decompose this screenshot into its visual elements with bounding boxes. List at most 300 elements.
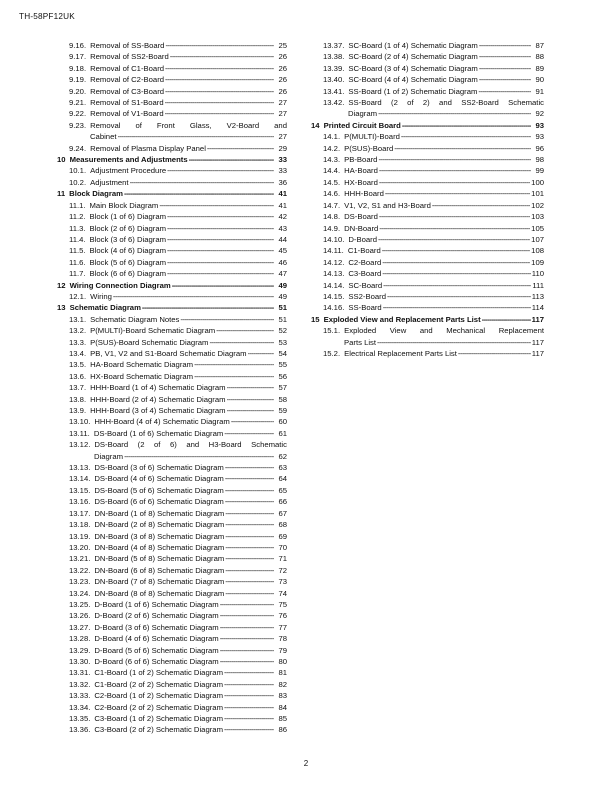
toc-entry-page: 78 — [278, 634, 287, 644]
toc-entry[interactable] — [57, 519, 287, 530]
toc-entry-line — [69, 690, 287, 701]
toc-entry[interactable] — [57, 496, 287, 507]
toc-entry[interactable] — [311, 86, 544, 97]
toc-dot-leader — [130, 177, 274, 188]
toc-dot-leader — [385, 188, 530, 199]
toc-entry-title: Printed Circuit Board — [323, 120, 401, 130]
toc-dot-leader — [401, 131, 531, 142]
toc-entry-first-line — [323, 97, 544, 108]
toc-entry-line — [69, 234, 287, 245]
toc-dot-leader — [231, 416, 274, 427]
toc-entry-title: SC-Board (2 of 4) Schematic Diagram — [348, 52, 478, 62]
toc-dot-leader — [479, 63, 531, 74]
toc-entry-page: 33 — [278, 155, 287, 165]
toc-entry-number: 13.38. — [323, 52, 345, 62]
toc-dot-leader — [167, 223, 274, 234]
toc-entry-page: 117 — [531, 349, 544, 358]
toc-entry-number: 9.17. — [69, 52, 87, 62]
toc-entry[interactable] — [57, 74, 287, 85]
toc-entry-line — [69, 405, 287, 416]
toc-entry-number: 13.32. — [69, 679, 91, 689]
toc-entry-line — [323, 165, 544, 176]
toc-entry-page: 71 — [278, 554, 287, 564]
toc-entry-number: 13.17. — [69, 508, 91, 518]
toc-entry-page: 56 — [278, 371, 287, 381]
toc-dot-leader — [382, 257, 530, 268]
toc-entry-number: 13.18. — [69, 520, 91, 530]
toc-entry[interactable] — [57, 177, 287, 188]
toc-entry-page: 68 — [278, 520, 287, 530]
toc-entry-line — [57, 280, 287, 291]
toc-entry[interactable] — [57, 40, 287, 51]
toc-entry-title: Main Block Diagram — [89, 200, 159, 210]
toc-entry[interactable] — [57, 565, 287, 576]
toc-entry-line — [69, 143, 287, 154]
toc-entry[interactable] — [311, 234, 544, 245]
toc-entry-number: 9.18. — [69, 63, 87, 73]
toc-entry-number: 13.5. — [69, 360, 87, 370]
toc-entry-title: Adjustment — [90, 177, 129, 187]
toc-dot-leader — [225, 519, 274, 530]
toc-entry-number: 13.20. — [69, 542, 91, 552]
toc-entry-number: 15.1. — [323, 326, 341, 336]
toc-dot-leader — [172, 280, 274, 291]
toc-entry[interactable] — [57, 257, 287, 268]
toc-entry-line — [69, 177, 287, 188]
toc-entry-number: 11.7. — [69, 269, 86, 279]
toc-right-column — [311, 40, 544, 359]
toc-entry-title: D-Board (1 of 6) Schematic Diagram — [94, 599, 219, 609]
toc-entry[interactable] — [57, 508, 287, 519]
toc-dot-leader — [124, 451, 274, 462]
toc-entry-line — [69, 553, 287, 564]
toc-entry-page: 27 — [278, 98, 287, 108]
toc-entry[interactable] — [311, 302, 544, 313]
toc-entry-title: SC-Board (4 of 4) Schematic Diagram — [348, 75, 478, 85]
toc-entry-number: 13.41. — [323, 86, 345, 96]
toc-entry-title: HHH-Board — [344, 189, 384, 199]
toc-entry-title: C1-Board — [347, 246, 381, 256]
toc-entry-page: 51 — [278, 303, 287, 313]
toc-entry-second-line — [323, 108, 544, 119]
toc-entry-line — [69, 291, 287, 302]
toc-entry-title: DS-Board — [344, 212, 378, 222]
toc-entry-number: 13.28. — [69, 634, 91, 644]
toc-entry-line — [69, 576, 287, 587]
toc-entry-number: 13.42. — [323, 98, 345, 108]
toc-entry-page: 80 — [278, 656, 287, 666]
toc-entry[interactable] — [57, 588, 287, 599]
toc-dot-leader — [382, 245, 530, 256]
toc-section-heading[interactable] — [57, 302, 287, 313]
toc-entry-page: 26 — [278, 52, 287, 62]
toc-entry-number: 9.24. — [69, 143, 87, 153]
toc-entry-page: 27 — [278, 109, 287, 119]
toc-entry-number: 13.14. — [69, 474, 91, 484]
toc-entry-line — [69, 86, 287, 97]
toc-entry-number: 13.23. — [69, 577, 91, 587]
toc-entry[interactable] — [57, 610, 287, 621]
toc-entry[interactable] — [57, 143, 287, 154]
toc-dot-leader — [194, 359, 274, 370]
toc-entry-page: 44 — [278, 234, 287, 244]
toc-entry-line — [69, 656, 287, 667]
toc-entry[interactable] — [57, 337, 287, 348]
toc-dot-leader — [225, 485, 274, 496]
toc-entry-title: C1-Board (1 of 2) Schematic Diagram — [94, 668, 223, 678]
toc-entry-page: 36 — [278, 177, 287, 187]
toc-dot-leader — [167, 257, 274, 268]
toc-entry[interactable] — [311, 211, 544, 222]
toc-entry-line — [69, 348, 287, 359]
toc-entry[interactable] — [57, 97, 287, 108]
toc-entry-number: 14.4. — [323, 166, 341, 176]
toc-entry-number: 13.30. — [69, 656, 91, 666]
toc-entry-title: SC-Board — [348, 280, 383, 290]
toc-entry-number: 11.3. — [69, 223, 86, 233]
toc-entry[interactable] — [57, 713, 287, 724]
toc-entry-number: 14.5. — [323, 177, 341, 187]
toc-entry-page: 82 — [278, 679, 287, 689]
toc-entry[interactable] — [57, 576, 287, 587]
toc-entry-page: 91 — [535, 86, 544, 96]
toc-dot-leader — [165, 97, 274, 108]
toc-entry-title: Removal of C1-Board — [90, 63, 165, 73]
toc-entry-number: 14.16. — [323, 303, 345, 313]
toc-dot-leader — [227, 405, 274, 416]
toc-dot-leader — [227, 394, 274, 405]
toc-entry[interactable] — [57, 51, 287, 62]
toc-entry-title: DN-Board — [344, 223, 379, 233]
toc-entry[interactable] — [57, 245, 287, 256]
toc-entry-line — [323, 131, 544, 142]
toc-entry-line — [69, 485, 287, 496]
toc-entry-number: 13.37. — [323, 41, 345, 50]
toc-entry-page: 54 — [278, 348, 287, 358]
toc-entry[interactable] — [57, 211, 287, 222]
toc-entry-line — [323, 63, 544, 74]
toc-entry[interactable] — [311, 165, 544, 176]
toc-dot-leader — [394, 143, 531, 154]
toc-entry[interactable] — [311, 131, 544, 142]
toc-dot-leader — [379, 165, 531, 176]
toc-entry[interactable] — [57, 394, 287, 405]
toc-section-heading[interactable] — [57, 188, 287, 199]
toc-entry-line — [69, 462, 287, 473]
toc-entry[interactable] — [311, 291, 544, 302]
toc-entry-line — [69, 337, 287, 348]
toc-dot-leader — [220, 633, 274, 644]
toc-entry[interactable] — [57, 416, 287, 427]
toc-entry-title: Wiring Connection Diagram — [69, 280, 171, 290]
toc-entry-line — [323, 200, 544, 211]
toc-entry[interactable] — [57, 645, 287, 656]
toc-entry[interactable] — [311, 245, 544, 256]
toc-entry-line — [69, 508, 287, 519]
toc-entry-page: 42 — [278, 212, 287, 222]
toc-dot-leader — [227, 382, 274, 393]
toc-entry[interactable] — [57, 63, 287, 74]
toc-entry-line — [69, 565, 287, 576]
toc-dot-leader — [170, 51, 274, 62]
toc-entry-number: 13.26. — [69, 611, 91, 621]
toc-dot-leader — [248, 348, 275, 359]
toc-entry-number: 14.1. — [323, 132, 341, 142]
toc-entry[interactable] — [57, 234, 287, 245]
toc-entry[interactable] — [57, 268, 287, 279]
toc-entry-title: D-Board (3 of 6) Schematic Diagram — [94, 622, 219, 632]
toc-entry-title: Block (2 of 6) Diagram — [89, 223, 167, 233]
toc-entry-number: 14.12. — [323, 257, 345, 267]
toc-dot-leader — [167, 165, 274, 176]
toc-entry[interactable] — [57, 439, 287, 462]
toc-entry-page: 93 — [535, 120, 544, 130]
toc-section-heading[interactable] — [57, 154, 287, 165]
toc-entry-title: DN-Board (7 of 8) Schematic Diagram — [94, 577, 225, 587]
toc-entry[interactable] — [311, 74, 544, 85]
toc-entry-line — [69, 679, 287, 690]
toc-entry-number: 13 — [57, 303, 66, 313]
toc-entry-number: 9.19. — [69, 75, 87, 85]
toc-entry-line — [323, 268, 544, 279]
toc-entry[interactable] — [311, 40, 544, 51]
toc-entry[interactable] — [311, 200, 544, 211]
toc-entry-line — [69, 382, 287, 393]
toc-entry-title: SC-Board (3 of 4) Schematic Diagram — [348, 63, 478, 73]
toc-entry-number: 14.10. — [323, 234, 345, 244]
toc-dot-leader — [159, 200, 274, 211]
toc-entry-page: 45 — [278, 246, 287, 256]
toc-dot-leader — [224, 679, 274, 690]
toc-entry[interactable] — [311, 348, 544, 359]
toc-entry[interactable] — [57, 165, 287, 176]
toc-dot-leader — [482, 314, 531, 325]
toc-entry-page: 105 — [531, 223, 544, 233]
toc-entry[interactable] — [57, 200, 287, 211]
toc-entry-page: 89 — [535, 63, 544, 73]
toc-entry-page: 101 — [531, 189, 544, 199]
toc-entry[interactable] — [57, 690, 287, 701]
toc-entry[interactable] — [57, 86, 287, 97]
toc-entry[interactable] — [57, 325, 287, 336]
toc-entry-title: Removal of V1-Board — [90, 109, 164, 119]
toc-entry[interactable] — [57, 542, 287, 553]
toc-entry[interactable] — [57, 553, 287, 564]
toc-section-heading[interactable] — [311, 314, 544, 325]
toc-entry-title: D-Board (6 of 6) Schematic Diagram — [94, 656, 219, 666]
toc-entry-title: Removal of S1-Board — [90, 98, 164, 108]
toc-entry[interactable] — [311, 177, 544, 188]
toc-entry[interactable] — [57, 702, 287, 713]
toc-dot-leader — [224, 702, 274, 713]
toc-entry-page: 114 — [531, 303, 544, 313]
toc-entry-number: 10.2. — [69, 177, 87, 187]
toc-entry[interactable] — [311, 51, 544, 62]
toc-entry[interactable] — [311, 280, 544, 291]
toc-entry-title: C2-Board (1 of 2) Schematic Diagram — [94, 691, 223, 701]
toc-entry-page: 58 — [278, 394, 287, 404]
toc-entry[interactable] — [57, 291, 287, 302]
toc-entry-page: 98 — [535, 155, 544, 165]
toc-entry-title: D-Board (2 of 6) Schematic Diagram — [94, 611, 219, 621]
toc-entry[interactable] — [57, 314, 287, 325]
toc-entry-number: 13.34. — [69, 702, 91, 712]
toc-left-column — [57, 40, 287, 736]
toc-entry[interactable] — [311, 257, 544, 268]
toc-entry[interactable] — [57, 473, 287, 484]
toc-entry-first-line — [69, 120, 287, 131]
toc-entry-number: 11.6. — [69, 257, 86, 267]
toc-entry-title: DS-Board (5 of 6) Schematic Diagram — [94, 485, 224, 495]
toc-entry-title: SS2-Board — [348, 291, 386, 301]
toc-entry-second-line — [69, 131, 287, 142]
toc-entry-line — [57, 302, 287, 313]
toc-dot-leader — [124, 188, 274, 199]
toc-entry[interactable] — [311, 154, 544, 165]
toc-entry[interactable] — [311, 143, 544, 154]
toc-entry[interactable] — [311, 223, 544, 234]
toc-dot-leader — [118, 131, 275, 142]
toc-entry[interactable] — [57, 359, 287, 370]
toc-entry[interactable] — [57, 223, 287, 234]
toc-entry-title: DS-Board (4 of 6) Schematic Diagram — [94, 474, 224, 484]
toc-entry-page: 109 — [531, 257, 544, 267]
toc-dot-leader — [224, 713, 274, 724]
toc-entry-page: 92 — [535, 109, 544, 119]
toc-entry-number: 13.11. — [69, 428, 90, 438]
toc-entry[interactable] — [57, 371, 287, 382]
toc-entry-number: 13.15. — [69, 485, 91, 495]
toc-entry-page: 88 — [535, 52, 544, 62]
toc-entry-page: 100 — [531, 177, 544, 187]
toc-entry-line — [323, 348, 544, 359]
toc-entry-number: 13.16. — [69, 497, 91, 507]
toc-entry-title: D-Board (5 of 6) Schematic Diagram — [94, 645, 219, 655]
toc-entry-page: 51 — [278, 314, 287, 324]
toc-dot-leader — [225, 473, 274, 484]
toc-entry-number: 13.13. — [69, 463, 91, 473]
toc-dot-leader — [383, 280, 531, 291]
toc-entry[interactable] — [57, 428, 287, 439]
toc-section-heading[interactable] — [311, 120, 544, 131]
toc-section-heading[interactable] — [57, 280, 287, 291]
toc-entry-page: 90 — [535, 75, 544, 85]
toc-entry-title: DN-Board (3 of 8) Schematic Diagram — [94, 531, 225, 541]
toc-entry-number: 13.40. — [323, 75, 345, 85]
toc-entry[interactable] — [57, 599, 287, 610]
toc-entry-line — [69, 645, 287, 656]
toc-entry-number: 11.1. — [69, 200, 86, 210]
toc-entry-page: 69 — [278, 531, 287, 541]
toc-entry-page: 76 — [278, 611, 287, 621]
toc-dot-leader — [379, 211, 530, 222]
toc-entry-title: Removal of C2-Board — [90, 75, 165, 85]
toc-entry[interactable] — [311, 268, 544, 279]
toc-entry-title: P(SUS)-Board Schematic Diagram — [90, 337, 209, 347]
toc-entry[interactable] — [57, 120, 287, 143]
toc-dot-leader — [167, 268, 274, 279]
toc-entry-title: HA-Board — [344, 166, 378, 176]
toc-entry-number: 11.4. — [69, 234, 86, 244]
toc-entry-number: 13.22. — [69, 565, 91, 575]
toc-entry-title: Removal of Plasma Display Panel — [90, 143, 206, 153]
toc-entry-title: HHH-Board (4 of 4) Schematic Diagram — [94, 417, 230, 427]
toc-entry-page: 99 — [535, 166, 544, 176]
toc-entry[interactable] — [57, 382, 287, 393]
toc-entry-line — [323, 245, 544, 256]
toc-entry[interactable] — [57, 622, 287, 633]
toc-entry[interactable] — [311, 188, 544, 199]
toc-entry[interactable] — [311, 97, 544, 120]
toc-entry-line — [69, 667, 287, 678]
toc-entry[interactable] — [57, 531, 287, 542]
toc-entry-line — [69, 314, 287, 325]
toc-entry-number: 11 — [57, 189, 66, 199]
toc-entry-page: 62 — [278, 451, 287, 461]
toc-dot-leader — [225, 542, 274, 553]
toc-entry[interactable] — [57, 633, 287, 644]
toc-entry-line — [69, 496, 287, 507]
toc-entry-title: D-Board — [348, 234, 378, 244]
toc-entry-line — [323, 51, 544, 62]
document-model-header: TH-58PF12UK — [19, 12, 75, 21]
toc-entry[interactable] — [57, 485, 287, 496]
toc-entry-line — [69, 702, 287, 713]
toc-entry-page: 72 — [278, 565, 287, 575]
toc-entry[interactable] — [57, 667, 287, 678]
toc-entry-first-line — [323, 325, 544, 336]
toc-entry[interactable] — [57, 679, 287, 690]
toc-entry[interactable] — [57, 108, 287, 119]
toc-entry-line — [311, 314, 544, 325]
toc-entry-line — [323, 154, 544, 165]
toc-entry-page: 108 — [531, 246, 544, 256]
toc-entry[interactable] — [57, 656, 287, 667]
toc-dot-leader — [142, 302, 274, 313]
toc-entry[interactable] — [57, 462, 287, 473]
toc-entry-title: DN-Board (8 of 8) Schematic Diagram — [94, 588, 225, 598]
toc-dot-leader — [225, 531, 274, 542]
toc-entry[interactable] — [57, 724, 287, 735]
toc-entry-line — [69, 633, 287, 644]
toc-entry-title: Block (3 of 6) Diagram — [89, 234, 167, 244]
toc-dot-leader — [382, 268, 530, 279]
toc-dot-leader — [207, 143, 274, 154]
toc-entry-title-continued: Parts List — [344, 337, 377, 347]
toc-entry-title: DS-Board (3 of 6) Schematic Diagram — [94, 463, 224, 473]
toc-dot-leader — [225, 462, 274, 473]
toc-entry[interactable] — [57, 348, 287, 359]
toc-entry-page: 86 — [278, 725, 287, 735]
toc-entry[interactable] — [311, 325, 544, 348]
toc-entry-page: 57 — [278, 383, 287, 393]
toc-entry-page: 84 — [278, 702, 287, 712]
toc-entry-number: 13.27. — [69, 622, 91, 632]
toc-entry-line — [69, 610, 287, 621]
toc-entry-number: 10.1. — [69, 166, 87, 176]
toc-entry-number: 9.23. — [69, 120, 87, 130]
toc-entry-number: 13.9. — [69, 406, 87, 416]
toc-entry-title: SS-Board (1 of 2) Schematic Diagram — [348, 86, 478, 96]
toc-entry-title: SS-Board (2 of 2) and SS2-Board Schematic — [348, 98, 544, 108]
toc-entry[interactable] — [57, 405, 287, 416]
toc-entry-page: 73 — [278, 577, 287, 587]
toc-entry-title: Exploded View and Mechanical Replacement — [344, 326, 544, 336]
toc-entry-number: 15.2. — [323, 349, 341, 358]
toc-entry-line — [69, 394, 287, 405]
toc-entry-line — [69, 359, 287, 370]
toc-entry[interactable] — [311, 63, 544, 74]
